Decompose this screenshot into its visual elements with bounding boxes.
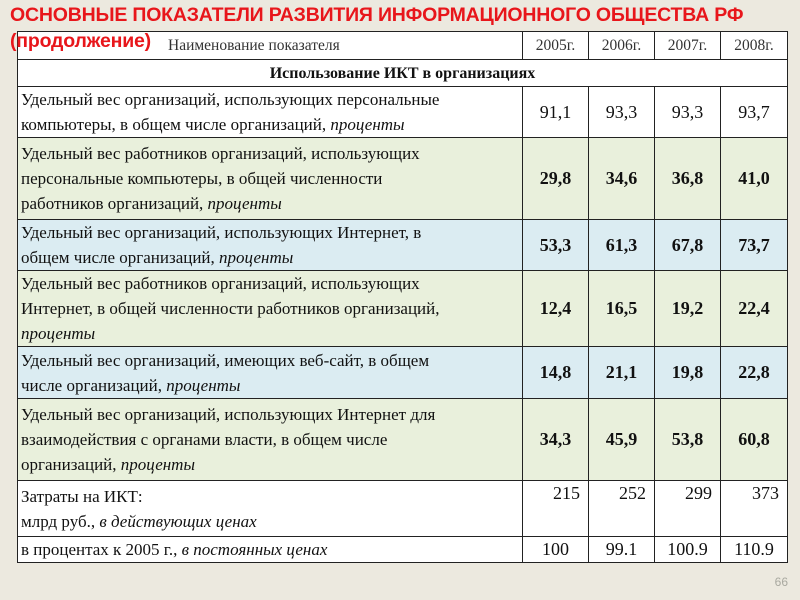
value-cell-2007: 93,3 [655,87,721,138]
value-cell-2007: 100.9 [655,537,721,563]
table-row [18,399,788,481]
value-cell-2008: 73,7 [721,220,788,271]
indicator-name-line: общем числе организаций, [21,248,220,267]
value-cell-2007: 53,8 [655,399,721,481]
value-cell-2005: 53,3 [523,220,589,271]
header-indicator-name: Наименование показателя [18,32,523,60]
table-row [18,347,788,399]
indicator-name-line: Удельный вес работников организаций, использующих [21,144,420,163]
indicator-name-line: Интернет, в общей численности работников организаций, [21,299,440,318]
indicator-unit: проценты [207,194,282,213]
value-cell-2006: 61,3 [589,220,655,271]
value-cell-2006: 99.1 [589,537,655,563]
indicator-name [18,481,523,537]
table-row [18,220,788,271]
value-cell-2008: 110.9 [721,537,788,563]
header-2007: 2007г. [655,32,721,60]
indicator-name-line: компьютеры, в общем числе организаций, [21,115,331,134]
header-2006: 2006г. [589,32,655,60]
indicator-name-line: персональные компьютеры, в общей численности [21,169,383,188]
indicator-name-line: Удельный вес организаций, имеющих веб-сайт, в общем [21,350,430,370]
indicator-unit: проценты [166,375,241,395]
value-cell-2005: 34,3 [523,399,589,481]
slide-title-line1: ОСНОВНЫЕ ПОКАЗАТЕЛИ РАЗВИТИЯ ИНФОРМАЦИОННОГО ОБЩЕСТВА РФ [10,4,744,26]
slide-title-line2: (продолжение) [10,30,151,52]
indicator-name-line: работников организаций, [21,194,208,213]
indicator-unit: проценты [330,115,405,134]
value-cell-2007: 36,8 [655,138,721,220]
value-cell-2005: 29,8 [523,138,589,220]
indicator-name-line: Удельный вес организаций, использующих персональные [21,90,440,109]
section-row [18,60,788,87]
value-cell-2006: 252 [589,481,655,537]
indicator-name-line: млрд руб., [21,511,100,531]
indicator-name-line: взаимодействия с органами власти, в общем числе [21,430,388,449]
value-cell-2005: 14,8 [523,347,589,399]
indicator-name-line: Удельный вес организаций, использующих Интернет, в [21,223,422,242]
indicator-name [18,87,523,138]
value-cell-2008: 60,8 [721,399,788,481]
table-row [18,271,788,347]
indicator-name-line: в процентах к 2005 г., [21,540,182,559]
indicator-name [18,347,523,399]
table-row [18,87,788,138]
value-cell-2008: 93,7 [721,87,788,138]
value-cell-2005: 91,1 [523,87,589,138]
value-cell-2006: 93,3 [589,87,655,138]
indicator-unit: проценты [219,248,294,267]
value-cell-2007: 19,2 [655,271,721,347]
value-cell-2005: 12,4 [523,271,589,347]
indicators-table [17,31,788,563]
value-cell-2008: 22,4 [721,271,788,347]
value-cell-2007: 67,8 [655,220,721,271]
value-cell-2005: 100 [523,537,589,563]
indicator-name-line: Затраты на ИКТ: [21,486,143,506]
header-2005: 2005г. [523,32,589,60]
value-cell-2008: 41,0 [721,138,788,220]
indicator-name [18,271,523,347]
header-2008: 2008г. [721,32,788,60]
section-title: Использование ИКТ в организациях [18,60,788,87]
indicator-name-line: Удельный вес организаций, использующих Интернет для [21,405,436,424]
table-row [18,138,788,220]
indicator-unit: проценты [21,324,96,343]
table-row [18,537,788,563]
table-row [18,481,788,537]
indicator-name [18,399,523,481]
indicator-unit: в действующих ценах [99,511,257,531]
value-cell-2007: 19,8 [655,347,721,399]
value-cell-2008: 22,8 [721,347,788,399]
value-cell-2006: 21,1 [589,347,655,399]
indicator-unit: проценты [120,455,195,474]
indicator-name [18,138,523,220]
indicator-name-line: Удельный вес работников организаций, использующих [21,274,420,293]
value-cell-2005: 215 [523,481,589,537]
indicator-name [18,220,523,271]
indicator-name [18,537,523,563]
value-cell-2007: 299 [655,481,721,537]
value-cell-2006: 34,6 [589,138,655,220]
value-cell-2006: 45,9 [589,399,655,481]
indicator-name-line: числе организаций, [21,375,167,395]
value-cell-2006: 16,5 [589,271,655,347]
indicator-unit: в постоянных ценах [181,540,328,559]
value-cell-2008: 373 [721,481,788,537]
indicator-name-line: организаций, [21,455,121,474]
slide-title [10,2,743,54]
page-number: 66 [774,575,788,589]
